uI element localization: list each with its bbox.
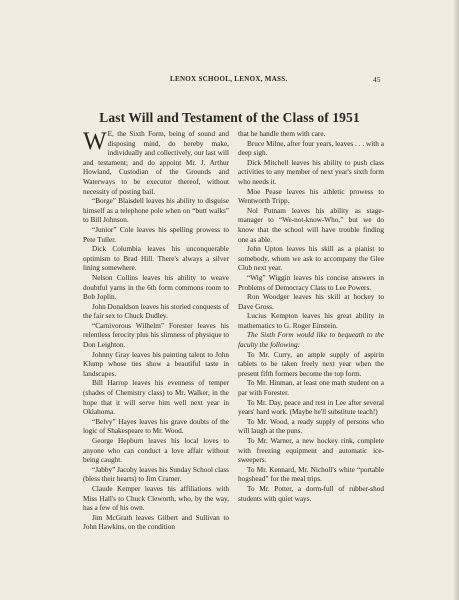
- page-number: 45: [373, 75, 381, 84]
- faculty-bequest: To Mr. Warner, a new hockey rink, complete with freezing equipment and automatic ice-sweepers.: [238, 437, 384, 465]
- opening-text: E, the Sixth Form, being of sound and disposing mind, do hereby make, individually and collectively, our last will and testament; and do appoint Mr. J. Arthur Howland, Custodian of the Grounds and Waterways to be executor thereof, without necessity of posting bail.: [83, 130, 229, 196]
- article-title: Last Will and Testament of the Class of 1951: [99, 110, 360, 125]
- faculty-bequest: To Mr. Curry, an ample supply of aspirin tablets to be taken freely next year when the present fifth formers become the top form.: [238, 350, 384, 378]
- bequest-paragraph: George Hepburn leaves his local loves to anyone who can conduct a love affair without being caught.: [83, 437, 229, 465]
- faculty-bequest: To Mr. Kennard, Mr. Nicholl's white “portable hogshead” for the meal trips.: [238, 465, 384, 484]
- bequest-paragraph: Moe Pease leaves his athletic prowess to Wentworth Tripp.: [238, 187, 384, 206]
- bequest-paragraph: Ron Woodger leaves his skill at hockey to Dave Gross.: [238, 293, 384, 311]
- drop-cap: W: [83, 128, 107, 155]
- bequest-paragraph: “Jabby” Jacoby leaves his Sunday School class (bless their hearts) to Jim Cramer.: [83, 465, 229, 484]
- bequest-paragraph: Jim McGrath leaves Gilbert and Sullivan to John Hawkins, on the condition: [83, 513, 229, 532]
- bequest-paragraph: Nol Putnam leaves his ability as stage-manager to “We-not-know-Who,” but we do know that the school will have trouble finding one as able.: [238, 206, 384, 244]
- opening-paragraph: [83, 130, 229, 197]
- bequest-paragraph: “Carnivorous Wilhelm” Forester leaves his relentless ferocity plus his slimness of physique to Don Leighton.: [83, 321, 229, 350]
- bequest-paragraph: “Borge” Blaisdell leaves his ability to disguise himself as a telephone pole when on “butt walks” to Bill Johnson.: [83, 197, 229, 225]
- bequest-paragraph: Nelson Collins leaves his ability to weave doubtful yarns in the 6th form commons room to Bob Joplin.: [83, 273, 229, 302]
- faculty-bequest: To Mr. Potter, a dorm-full of rubber-shod students with quiet ways.: [238, 484, 384, 503]
- running-head: [0, 75, 459, 89]
- bequest-paragraph: Bill Harrop leaves his evenness of temper (shades of Chemistry class) to Mr. Walker, in the hope that it will serve him well next year in Oklahoma.: [83, 379, 229, 417]
- bequest-paragraph: Lucius Kempton leaves his great ability in mathematics to G. Roger Einstein.: [238, 312, 384, 330]
- bequest-paragraph: Bruce Milne, after four years, leaves . . . with a deep sigh.: [238, 139, 384, 158]
- bequest-paragraph: Dick Columbia leaves his unconquerable optimism to Brad Hill. There's always a silver lining somewhere.: [83, 245, 229, 273]
- faculty-bequest: To Mr. Wood, a ready supply of persons who will laugh at the puns.: [238, 417, 384, 436]
- faculty-bequest: To Mr. Hinman, at least one math student on a par with Forester.: [238, 379, 384, 398]
- faculty-bequest: To Mr. Day, peace and rest in Lee after several years' hard work. (Maybe he'll substitute teach!): [238, 398, 384, 417]
- faculty-heading: The Sixth Form would like to bequeath to the faculty the following:: [238, 331, 384, 350]
- bequest-paragraph: “Junior” Cole leaves his spelling prowess to Pete Tuller.: [83, 225, 229, 244]
- bequest-paragraph: John Upton leaves his skill as a pianist to somebody, whom we ask to accompany the Glee Club next year.: [238, 245, 384, 273]
- bequest-paragraph: Johnny Gray leaves his painting talent to John Klump whose ties show a beautiful taste in landscapes.: [83, 350, 229, 378]
- continued-paragraph: that he handle them with care.: [238, 130, 326, 138]
- right-column: [238, 130, 384, 504]
- bequest-paragraph: Dick Mitchell leaves his ability to push class activities to any member of next year's sixth form who needs it.: [238, 158, 384, 186]
- bequest-paragraph: “Wig” Wiggin leaves his concise answers in Problems of Democracy Class to Lee Powers.: [238, 273, 384, 292]
- bequest-paragraph: John Donaldson leaves his storied conquests of the fair sex to Chuck Dudley.: [83, 302, 229, 321]
- bequest-paragraph: “Belvy” Hayes leaves his grave doubts of the logic of Shakespeare to Mr. Wood.: [83, 417, 229, 436]
- bequest-paragraph: Claude Kemper leaves his affiliations with Miss Hall's to Chuck Cleworth, who, by the way, has a few of his own.: [83, 484, 229, 513]
- running-title: LENOX SCHOOL, LENOX, MASS.: [170, 75, 288, 83]
- left-column: [83, 130, 229, 533]
